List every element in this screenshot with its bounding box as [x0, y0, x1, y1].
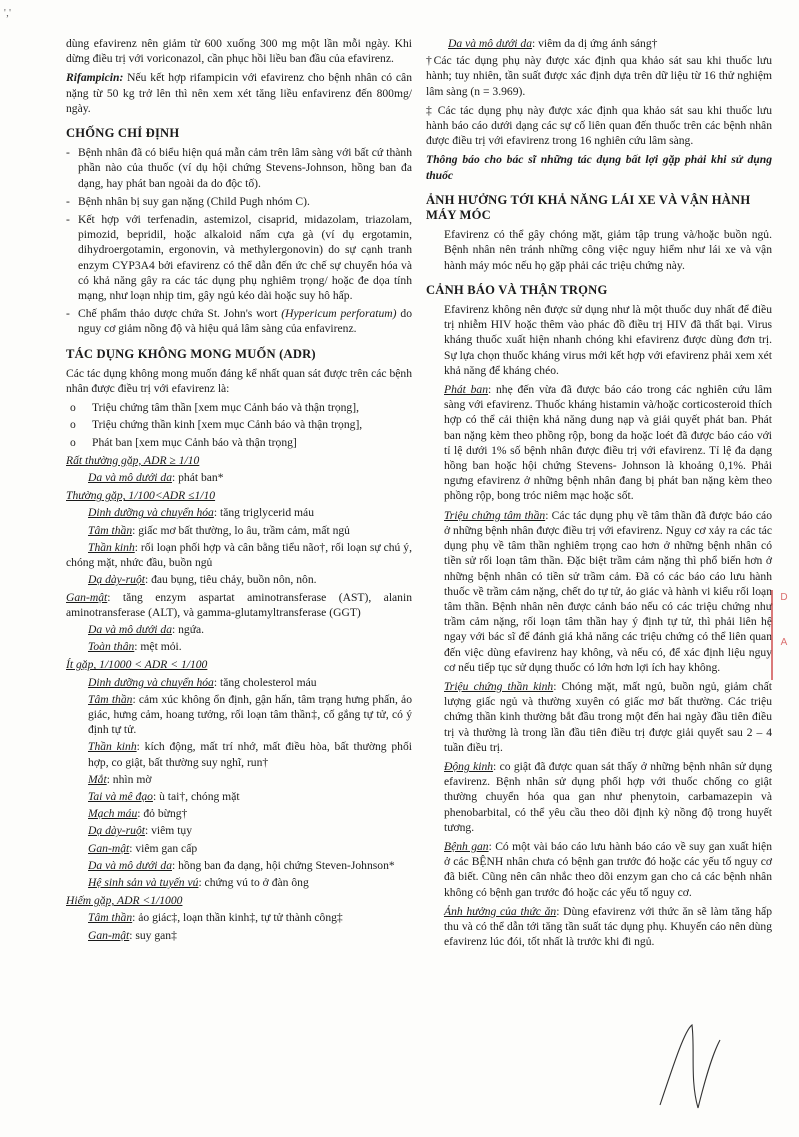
red-stamp — [771, 590, 795, 680]
adr-row — [66, 639, 412, 654]
adr-effects: : đỏ bừng† — [137, 807, 188, 821]
adr-row — [66, 858, 412, 873]
adr-row — [66, 622, 412, 637]
section-label: Động kinh — [444, 759, 494, 773]
seizure-paragraph — [426, 759, 772, 835]
adr-row — [66, 823, 412, 838]
footnote-double-dagger: ‡ Các tác dụng phụ này được xác định qua khảo sát sau khi thuốc lưu hành báo cáo dưới dạng các sự cố liên quan đến thuốc trên các bệnh nhân được điều trị với efavirenz trong 16 nghiên cứu lâm sàng. — [426, 103, 772, 148]
adr-organ: Dạ dày-ruột — [88, 573, 145, 587]
section-label: Phát ban — [444, 383, 489, 397]
adr-row — [66, 470, 412, 485]
adr-effects: : kích động, mất trí nhớ, mất điều hòa, bất thường phối hợp, co giật, bất thường suy nghĩ, run† — [88, 740, 412, 769]
adr-effects: : viêm da dị ứng ánh sáng† — [532, 37, 658, 50]
neurologic-paragraph — [426, 679, 772, 755]
adr-organ: Toàn thân — [88, 640, 135, 654]
adr-effects: : tăng cholesterol máu — [213, 675, 317, 689]
adr-effects: : hồng ban đa dạng, hội chứng Steven-Johnson* — [172, 858, 395, 872]
adr-row — [66, 675, 412, 690]
adr-effects: : nhìn mờ — [106, 772, 152, 786]
section-text: : Có một vài báo cáo lưu hành báo cáo về suy gan xuất hiện ở các BỆNH nhân chưa có bệnh gan trước đó hoặc các yếu tố nguy cơ đã biết. Cũng nên cân nhắc theo dõi enzym gan cho cả các bệnh nhân không có bệnh gan trước đó hoặc các yếu tố nguy cơ. — [444, 839, 772, 899]
adr-organ: Hệ sinh sản và tuyến vú — [88, 875, 199, 889]
adr-organ: Da và mô dưới da — [88, 858, 172, 872]
adr-organ: Gan-mật — [88, 928, 130, 942]
right-column — [426, 36, 772, 953]
adr-organ: Mạch máu — [88, 807, 138, 821]
adr-intro: Các tác dụng không mong muốn đáng kể nhất quan sát được trên các bệnh nhân được điều trị với efavirenz là: — [66, 366, 412, 396]
section-text: : Các tác dụng phụ về tâm thần đã được báo cáo ở những bệnh nhân được điều trị với efavirenz. Nguy cơ xảy ra các tác dụng phụ về tâm thần nghiêm trọng cao hơn ở những bệnh nhân có tiền sử rối loạn tâm thần. Đặc biệt trầm cảm nặng thì phổ biến hơn ở những bệnh nhân có tiền sử trầm cảm. Đã có các báo cáo lưu hành thuốc về trầm cảm nặng, chết do tự tử, ảo giác và hành vi kiểu rối loạn tâm thần. Bệnh nhân nên được cảnh báo nếu có các triệu chứng như trầm cảm nặng, rối loạn tâm thần hay ý định tự tử, thì phải liên hệ ngay với bác sĩ để đánh giá khả năng các triệu chứng có thể liên quan đến việc dùng efavirenz hay không, và nếu có, để xác định liệu nguy cơ nếu tiếp tục sử dụng thuốc có lớn hơn lợi ích hay không. — [444, 508, 772, 674]
rash-paragraph — [426, 382, 772, 504]
list-item: - Bệnh nhân đã có biểu hiện quá mẫn cảm trên lâm sàng với bất cứ thành phần nào của thuốc (ví dụ hội chứng Stevens-Johnson, hồng ban đa dạng, hay phát ban ngoài da do độc tố). — [66, 145, 412, 191]
adr-organ: Gan-mật — [66, 590, 108, 604]
adr-effects: : tăng enzym aspartat aminotransferase (AST), alanin aminotransferase (ALT), và gamma-glutamyltransferase (GGT) — [66, 590, 412, 619]
svg-text:'‚': '‚' — [4, 8, 11, 19]
section-label: Triệu chứng tâm thần — [444, 508, 546, 522]
adr-organ: Da và mô dưới da — [88, 471, 172, 485]
warnings-paragraph: Efavirenz không nên được sử dụng như là một thuốc duy nhất để điều trị nhiễm HIV hoặc thêm vào phác đồ điều trị HIV đã thất bại. Virus kháng thuốc xuất hiện nhanh chóng khi efavirenz được dùng đơn trị. Sự lựa chọn thuốc kháng virus mới kết hợp với efavirenz phải xem xét khả năng để kháng chéo. — [444, 303, 772, 377]
adr-row — [66, 806, 412, 821]
notify-doctor-note: Thông báo cho bác sĩ những tác dụng bất lợi gặp phải khi sử dụng thuốc — [426, 153, 772, 182]
adr-effects: : mệt mỏi. — [134, 640, 182, 654]
adr-row — [66, 739, 412, 769]
rifampicin-paragraph — [66, 70, 412, 116]
driving-heading: ẢNH HƯỞNG TỚI KHẢ NĂNG LÁI XE VÀ VẬN HÀNH MÁY MÓC — [426, 192, 751, 223]
psychiatric-paragraph — [426, 508, 772, 675]
adr-row — [66, 590, 412, 620]
latin-name: (Hypericum perforatum) — [281, 307, 397, 321]
section-text: : nhẹ đến vừa đã được báo cáo trong các nghiên cứu lâm sàng với efavirenz. Thuốc kháng histamin và/hoặc corticosteroid thích hợp có thể cải thiện khả năng dung nạp và giải quyết phát ban. Phát ban nặng kèm theo phồng rộp, bong da hoặc loét đã được báo cáo với tỉ lệ dưới 1% số bệnh nhân được điều trị với efavirenz. Tỉ lệ đa dạng hồng ban hoặc hội chứng Stevens- Johnson là khoảng 0,1%. Phải ngưng efavirenz ở những bệnh nhân đang bị phát ban nặng kèm theo phồng rộp, bong tróc niêm mạc hoặc sốt. — [444, 383, 772, 503]
handwritten-signature — [650, 1020, 740, 1110]
adr-effects: : ngứa. — [172, 622, 205, 636]
frequency-heading-rare: Hiếm gặp, ADR <1/1000 — [66, 894, 183, 908]
frequency-heading-uncommon: Ít gặp, 1/1000 < ADR < 1/100 — [66, 658, 208, 672]
adr-effects: : chứng vú to ở đàn ông — [198, 875, 309, 889]
stamp-letter: A — [780, 637, 788, 649]
adr-effects: : đau bụng, tiêu chảy, buồn nôn, nôn. — [145, 573, 317, 587]
adr-organ: Dạ dày-ruột — [88, 824, 145, 838]
adr-heading: TÁC DỤNG KHÔNG MONG MUỐN (ADR) — [66, 346, 316, 361]
driving-paragraph: Efavirenz có thể gây chóng mặt, giảm tập trung và/hoặc buồn ngủ. Bệnh nhân nên tránh những công việc nguy hiểm như lái xe và vận hành máy móc nếu họ gặp phải các triệu chứng này. — [444, 228, 772, 272]
adr-row — [66, 540, 412, 570]
adr-organ: Thần kinh — [88, 540, 135, 554]
adr-row — [426, 36, 772, 51]
list-item: - Bệnh nhân bị suy gan nặng (Child Pugh nhóm C). — [66, 194, 412, 209]
adr-organ: Tai và mê đạo — [88, 789, 153, 803]
section-label: Bệnh gan — [444, 839, 489, 853]
list-item-text: Chế phẩm thảo dược chứa St. John's wort — [78, 307, 282, 321]
adr-row — [66, 928, 412, 943]
adr-row — [66, 692, 412, 738]
section-label: Ảnh hưởng của thức ăn — [444, 904, 557, 918]
adr-organ: Tâm thần — [88, 911, 133, 925]
adr-effects: : tăng triglycerid máu — [213, 506, 314, 520]
section-text: : co giật đã được quan sát thấy ở những bệnh nhân sử dụng efavirenz. Bệnh nhân sử dụng phối hợp với thuốc chống co giật thường chuyển hóa qua gan như phenytoin, carbamazepin và phenobarbital, có thể yêu cầu theo dõi định kỳ nồng độ trong huyết tương. — [444, 759, 772, 834]
adr-effects: : phát ban* — [172, 471, 224, 485]
rifampicin-label: Rifampicin: — [66, 71, 124, 85]
footnote-dagger: †Các tác dụng phụ này được xác định qua khảo sát sau khi thuốc lưu hành; tuy nhiên, tần suất được xác định dựa trên dữ liệu từ 16 thử nghiệm lâm sàng (n = 3.969). — [426, 54, 772, 98]
adr-row — [66, 789, 412, 804]
adr-effects: : giấc mơ bất thường, lo âu, trầm cảm, mất ngủ — [132, 523, 350, 537]
adr-effects: : suy gan‡ — [129, 928, 177, 942]
warnings-heading: CẢNH BÁO VÀ THẬN TRỌNG — [426, 282, 608, 297]
adr-effects: : rối loạn phối hợp và cân bằng tiểu não†, rối loạn sự chú ý, chóng mặt, nhức đầu, buồn ngủ — [66, 540, 412, 570]
list-item-text: do nguy cơ giảm nồng độ và hiệu quả lâm sàng của enfavirenz. — [78, 307, 412, 336]
adr-effects: : ảo giác‡, loạn thần kinh‡, tự tử thành công‡ — [132, 911, 343, 925]
adr-row — [66, 841, 412, 856]
list-item: o Triệu chứng thần kinh [xem mục Cảnh báo và thận trọng], — [66, 417, 412, 432]
list-item: - Kết hợp với terfenadin, astemizol, cisaprid, midazolam, triazolam, pimozid, bepridil, hoặc alkaloid nấm cựa gà (ví dụ ergotamin, dihydroergotamin, ergonovin, và methylergonovin) do sự cạnh tranh enzym CYP3A4 bởi efavirenz có thể dẫn đến ức chế sự chuyển hóa và có khả năng gây ra các tác dụng phụ nghiêm trọng/ hoặc đe dọa tính mạng, như loạn nhịp tim, gây ngủ kéo dài hoặc suy hô hấp. — [66, 212, 412, 303]
adr-effects: : viêm gan cấp — [129, 841, 198, 855]
liver-paragraph — [426, 839, 772, 900]
list-item: o Phát ban [xem mục Cảnh báo và thận trọng] — [66, 435, 412, 450]
rifampicin-text: Nếu kết hợp rifampicin với efavirenz cho bệnh nhân có cân nặng từ 50 kg trở lên thì nên xem xét tăng liều enfavirenz đến 800mg/ ngày. — [66, 71, 412, 115]
contraindications-heading: CHỐNG CHỈ ĐỊNH — [66, 126, 180, 141]
adr-effects: : cảm xúc không ổn định, gận hấn, tâm trạng hưng phấn, ảo giác, hưng cảm, hoang tưởng, rối loạn tâm thần‡, cố gắng tự tử, có ý định tự tử. — [88, 692, 412, 737]
adr-organ: Tâm thần — [88, 523, 133, 537]
adr-row — [66, 572, 412, 587]
food-paragraph — [426, 904, 772, 950]
section-label: Triệu chứng thần kinh — [444, 679, 554, 693]
adr-organ: Tâm thần — [88, 692, 133, 706]
adr-organ: Da và mô dưới da — [88, 622, 172, 636]
adr-organ: Mắt — [88, 772, 107, 786]
list-item: o Triệu chứng tâm thần [xem mục Cảnh báo và thận trọng], — [66, 400, 412, 415]
adr-effects: : ù tai†, chóng mặt — [152, 789, 240, 803]
section-text: : Chóng mặt, mất ngủ, buồn ngủ, giảm chất lượng giấc ngủ và thường xuyên có giấc mơ bất thường. Các triệu chứng thần kinh thường bắt đầu trong một đến hai ngày đầu tiên điều trị và thường là trong lần đầu tiên điều trị được giải quyết sau 2 – 4 tuần điều trị. — [444, 679, 772, 754]
scan-mark-icon — [2, 4, 22, 24]
voriconazol-paragraph: dùng efavirenz nên giảm từ 600 xuống 300 mg một lần mỗi ngày. Khi dừng điều trị với voriconazol, cần phục hồi liều ban đầu của efavirenz. — [66, 37, 412, 66]
stamp-letter: D — [780, 592, 788, 603]
contraindications-list — [66, 145, 412, 336]
adr-row — [66, 523, 412, 538]
frequency-heading-common: Thường gặp, 1/100<ADR ≤1/10 — [66, 489, 216, 503]
left-column — [66, 36, 412, 945]
adr-organ: Dinh dưỡng và chuyển hóa — [88, 506, 214, 520]
adr-row — [66, 505, 412, 520]
frequency-heading-very-common: Rất thường gặp, ADR ≥ 1/10 — [66, 453, 200, 467]
adr-effects: : viêm tụy — [145, 824, 193, 838]
list-item — [66, 306, 412, 336]
adr-list — [66, 400, 412, 450]
adr-row — [66, 910, 412, 925]
adr-organ: Da và mô dưới da — [448, 37, 532, 50]
adr-organ: Thần kinh — [88, 740, 137, 754]
section-text: : Dùng efavirenz với thức ăn sẽ làm tăng hấp thu và có thể dẫn tới tăng tần suất tác dụng phụ. Khuyến cáo nên dùng efavirenz lúc đói, tốt nhất là trước khi đi ngủ. — [444, 904, 772, 949]
adr-organ: Gan-mật — [88, 841, 130, 855]
adr-organ: Dinh dưỡng và chuyển hóa — [88, 675, 214, 689]
corner-marks — [2, 4, 22, 24]
adr-row — [66, 875, 412, 890]
adr-row — [66, 772, 412, 787]
